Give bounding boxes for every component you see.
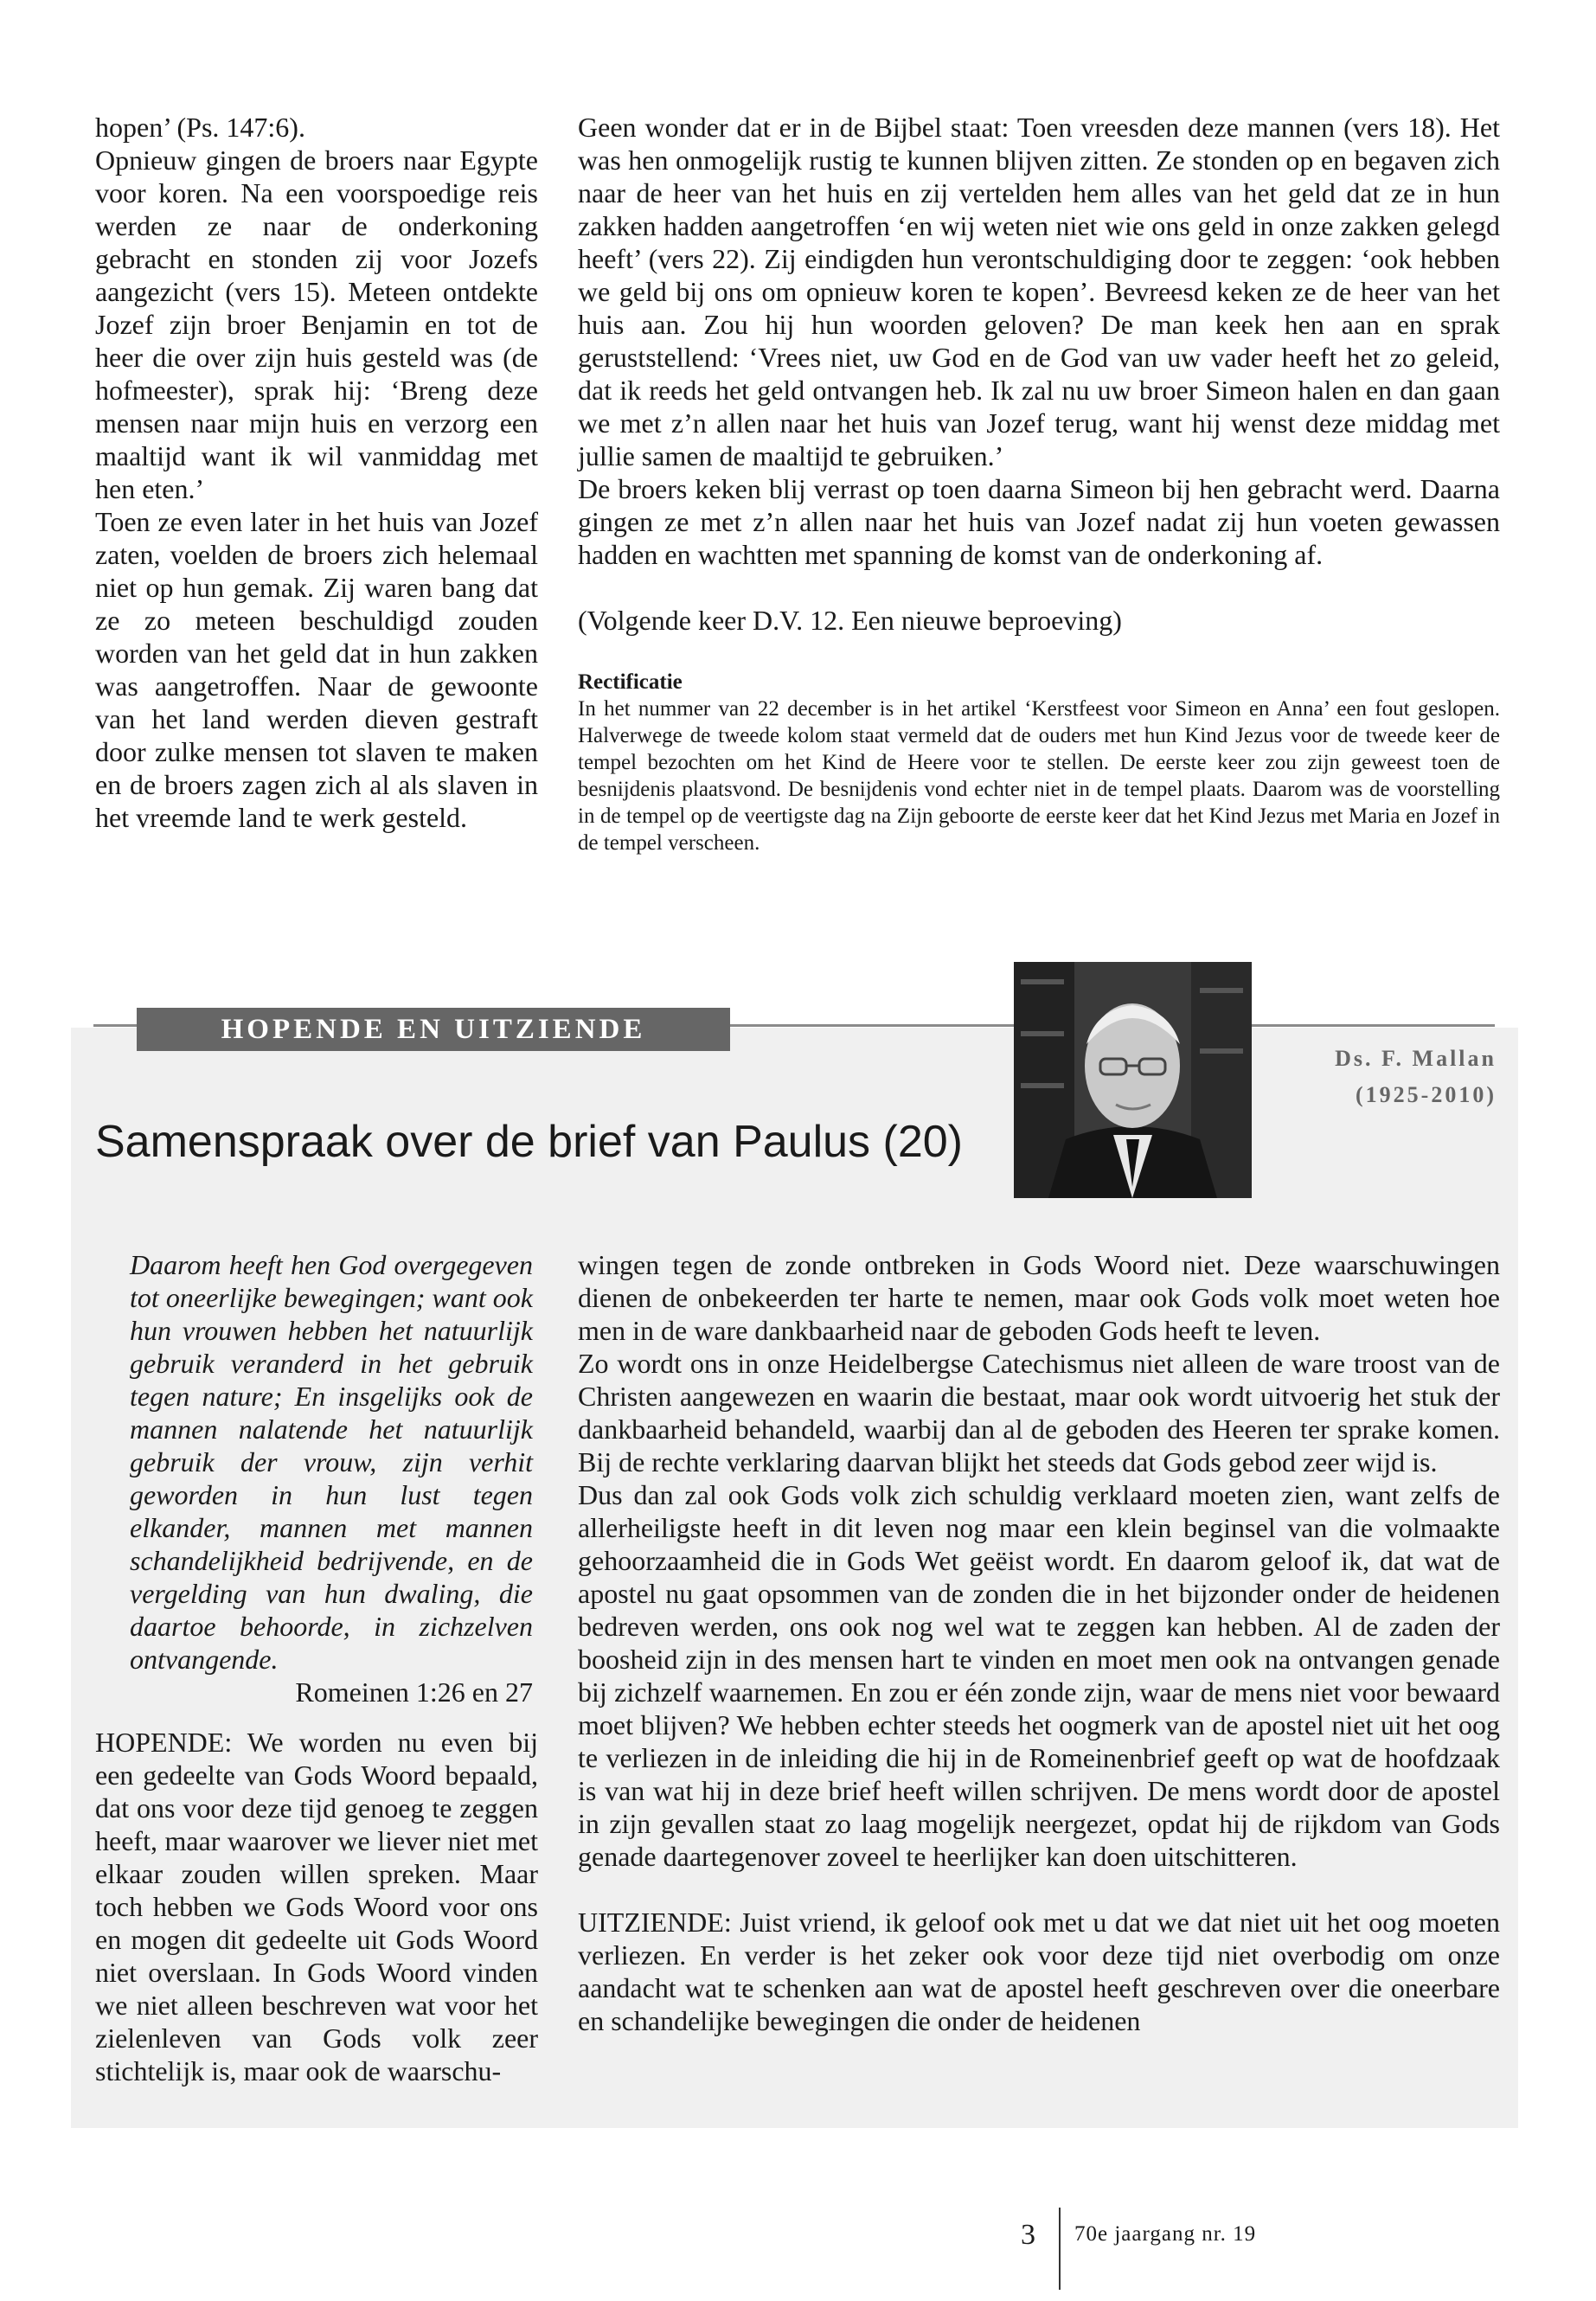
next-episode-note: (Volgende keer D.V. 12. Een nieuwe beproeving) [578,605,1122,636]
paragraph: Toen ze even later in het huis van Jozef zaten, voelden de broers zich helemaal niet op hun gemak. Zij waren bang dat ze zo meteen beschuldigd zouden worden van het geld dat in hun zakken was aangetroffen. Naar de gewoonte van het land werden dieven gestraft door zulke mensen tot slaven te maken en de broers zagen zich al als slaven in het vreemde land te werk gesteld. [95,506,538,833]
bible-quote [130,1248,533,1708]
top-left-column [95,111,538,834]
paragraph: Geen wonder dat er in de Bijbel staat: Toen vreesden deze mannen (vers 18). Het was hen onmogelijk rustig te kunnen blijven zitten. Ze stonden op en begaven zich naar de heer van het huis en zij vertelden hem alles van het geld dat ze in hun zakken hadden aangetroffen ‘en wij weten niet wie ons geld in onze zakken gelegd heeft’ (vers 22). Zij eindigden hun verontschuldiging door te zeggen: ‘ook hebben we geld bij ons om opnieuw koren te kopen’. Bevreesd keken ze de heer van het huis aan. Zou hij hun woorden geloven? De man keek hen aan en sprak geruststellend: ‘Vrees niet, uw God en de God van uw vader heeft het zo geleid, dat ik reeds het geld ontvangen heb. Ik zal nu uw broer Simeon halen en dan gaan we met z’n allen naar het huis van Jozef terug, want hij wenst deze middag met jullie samen de maaltijd te gebruiken.’ [578,112,1500,471]
author-years: (1925-2010) [1356,1082,1497,1107]
article-title: Samenspraak over de brief van Paulus (20) [95,1117,963,1167]
rectificatie-body: In het nummer van 22 december is in het artikel ‘Kerstfeest voor Simeon en Anna’ een fout geslopen. Halverwege de tweede kolom staat vermeld dat de ouders met hun Kind Jezus voor de tweede keer de tempel bezochten om het Kind de Heere voor te stellen. De eerste keer zou zijn geweest toen de besnijdenis plaatsvond. De besnijdenis vond echter niet in de tempel plaats. Daarom was de voorstelling in de tempel op de veertigste dag na Zijn geboorte de eerste keer dat het Kind Jezus met Maria en Jozef in de tempel verscheen. [578,697,1500,855]
paragraph: Zo wordt ons in onze Heidelbergse Catechismus niet alleen de ware troost van de Christen aangewezen en waarin die bestaat, maar ook wordt uitvoerig het stuk der dankbaarheid behandeld, waarbij dan al de geboden des Heeren ter sprake komen. Bij de rechte verklaring daarvan blijkt het steeds dat Gods gebod zeer wijd is. [578,1348,1500,1477]
lower-left-column [95,1726,538,2087]
top-right-column [578,111,1500,856]
author-portrait-illustration [1014,962,1252,1198]
lower-right-column [578,1248,1500,2037]
paragraph-hopende: HOPENDE: We worden nu even bij een gedeelte van Gods Woord bepaald, dat ons voor deze tijd genoeg te zeggen heeft, maar waarover we liever niet met elkaar zouden willen spreken. Maar toch hebben we Gods Woord voor ons en mogen dit gedeelte uit Gods Woord niet overslaan. In Gods Woord vinden we niet alleen beschreven wat voor het zielenleven van Gods volk zeer stichtelijk is, maar ook de waarschu- [95,1727,538,2086]
footer-divider [1059,2208,1061,2290]
paragraph: wingen tegen de zonde ontbreken in Gods Woord niet. Deze waarschuwingen dienen de onbekeerden ter harte te nemen, maar ook Gods volk moet weten hoe men in de ware dankbaarheid naar de geboden Gods heeft te leven. [578,1249,1500,1346]
author-byline [1250,1041,1497,1113]
quote-text: Daarom heeft hen God overgegeven tot oneerlijke bewegingen; want ook hun vrouwen hebben het natuurlijk gebruik veranderd in het gebruik tegen nature; En insgelijks ook de mannen nalatende het natuurlijk gebruik der vrouw, zijn verhit geworden in hun lust tegen elkander, mannen met mannen schandelijkheid bedrijvende, en de vergelding van hun dwaling, die daartoe behoorde, in zichzelven ontvangende. [130,1249,533,1675]
rectificatie-heading: Rectificatie [578,670,683,694]
paragraph-uitziende: UITZIENDE: Juist vriend, ik geloof ook met u dat we dat niet uit het oog moeten verliezen. En verder is het zeker ook voor deze tijd niet overbodig om onze aandacht wat te schenken aan wat de apostel heeft geschreven over die oneerbare en schandelijke bewegingen die onder de heidenen [578,1907,1500,2036]
paragraph: Opnieuw gingen de broers naar Egypte voor koren. Na een voorspoedige reis werden ze naar de onderkoning gebracht en stonden zij voor Jozefs aangezicht (vers 15). Meteen ontdekte Jozef zijn broer Benjamin en tot de heer die over zijn huis gesteld was (de hofmeester), sprak hij: ‘Breng deze mensen naar mijn huis en verzorg een maaltijd want ik wil vanmiddag met hen eten.’ [95,144,538,504]
paragraph: De broers keken blij verrast op toen daarna Simeon bij hen gebracht werd. Daarna gingen ze met z’n allen naar het huis van Jozef nadat zij hun voeten gewassen hadden en wachtten met spanning de komst van de onderkoning af. [578,473,1500,570]
page-number: 3 [1021,2219,1035,2251]
author-photo [1014,962,1252,1198]
author-name: Ds. F. Mallan [1335,1046,1497,1071]
quote-reference: Romeinen 1:26 en 27 [295,1676,533,1708]
section-banner: HOPENDE EN UITZIENDE [137,1008,730,1051]
issue-label: 70e jaargang nr. 19 [1074,2222,1257,2246]
paragraph: Dus dan zal ook Gods volk zich schuldig verklaard moeten zien, want zelfs de allerheiligste heeft in dit leven nog maar een klein beginsel van die volmaakte gehoorzaamheid die in Gods Wet geëist wordt. En daarom geloof ik, dat wat de apostel nu gaat opsommen van de zonden die in het bijzonder onder de heidenen bedreven werden, ons ook nog wel wat te zeggen kan hebben. Al de zaden der boosheid zijn in des mensen hart te vinden en moet men ook na ontvangen genade bij zichzelf waarnemen. En zou er één zonde zijn, waar de mens niet voor bewaard moet blijven? We hebben echter steeds het oogmerk van de apostel niet uit het oog te verliezen in de inleiding die hij in de Romeinenbrief geeft op wat de hoofdzaak is van wat hij in deze brief heeft willen schrijven. De mens wordt door de apostel in zijn gevallen staat zo laag mogelijk neergezet, opdat hij de rijkdom van Gods genade daartegenover zoveel te heerlijker kan doen uitschitteren. [578,1479,1500,1872]
paragraph: hopen’ (Ps. 147:6). [95,112,305,143]
